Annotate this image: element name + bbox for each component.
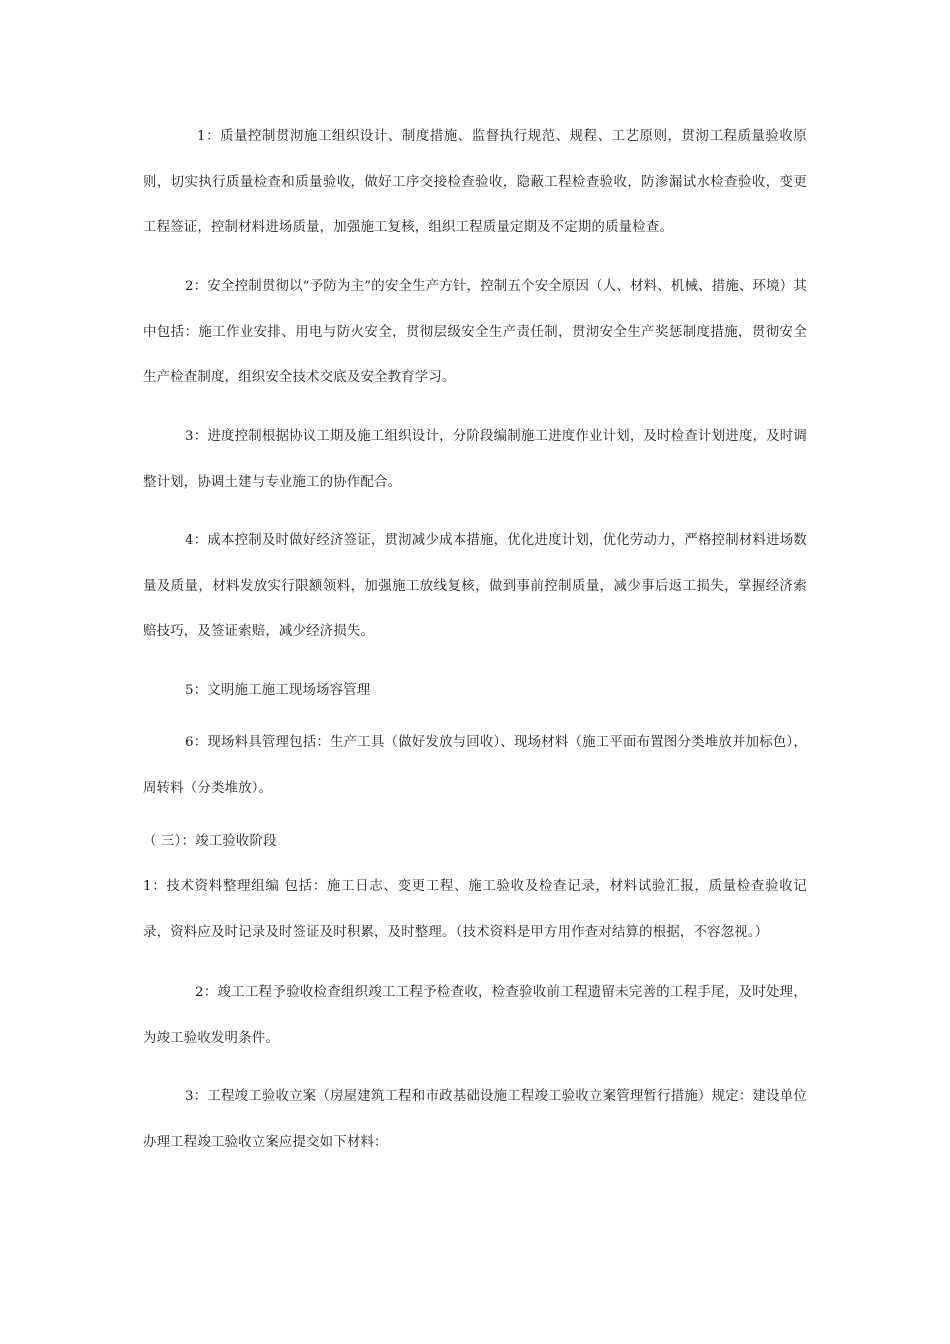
paragraph-acceptance-filing: 3：工程竣工验收立案（房屋建筑工程和市政基础设施工程竣工验收立案管理暂行措施）规定：建设单位办理工程竣工验收立案应提交如下材料： (143, 1089, 807, 1150)
section-heading-completion: （ 三）：竣工验收阶段 (143, 834, 277, 849)
paragraph-safety-control: 2：安全控制贯彻以“予防为主”的安全生产方针，控制五个安全原因（人、材料、机械、措施、环境）其中包括：施工作业安排、用电与防火安全，贯彻层级安全生产责任制，贯沏安全生产奖惩制度措施，贯彻安全生产检查制度，组织安全技术交底及安全教育学习。 (143, 279, 807, 385)
paragraph-civilized-construction: 5：文明施工施工现场场容管理 (185, 683, 371, 698)
paragraph-cost-control: 4：成本控制及时做好经济签证，贯沏减少成本措施，优化进度计划，优化劳动力，严格控制材料进场数量及质量，材料发放实行限额领料，加强施工放线复核，做到事前控制质量，减少事后返工损失，掌握经济索赔技巧，及签证索赔，减少经济损失。 (143, 533, 807, 639)
paragraph-quality-control: 1：质量控制贯沏施工组织设计、制度措施、监督执行规范、规程、工艺原则，贯沏工程质量验收原则，切实执行质量检查和质量验收，做好工序交接检查验收，隐蔽工程检查验收，防渗漏试水检查验收，变更工程签证，控制材料进场质量，加强施工复核，组织工程质量定期及不定期的质量检查。 (143, 129, 807, 235)
paragraph-pre-acceptance: 2：竣工工程予验收检查组织竣工工程予检查收，检查验收前工程遗留未完善的工程手尾，及时处理，为竣工验收发明条件。 (143, 985, 807, 1046)
paragraph-schedule-control: 3：进度控制根据协议工期及施工组织设计，分阶段编制施工进度作业计划，及时检查计划进度，及时调整计划，协调土建与专业施工的协作配合。 (143, 429, 807, 490)
paragraph-site-materials: 6：现场料具管理包括：生产工具（做好发放与回收）、现场材料（施工平面布置图分类堆放并加标色），周转料（分类堆放）。 (143, 735, 807, 796)
paragraph-technical-documents: 1：技术资料整理组编 包括：施工日志、变更工程、施工验收及检查记录，材料试验汇报，质量检查验收记录，资料应及时记录及时签证及时积累，及时整理。（技术资料是甲方用作查对结算的根据，不容忽视。） (143, 879, 807, 940)
